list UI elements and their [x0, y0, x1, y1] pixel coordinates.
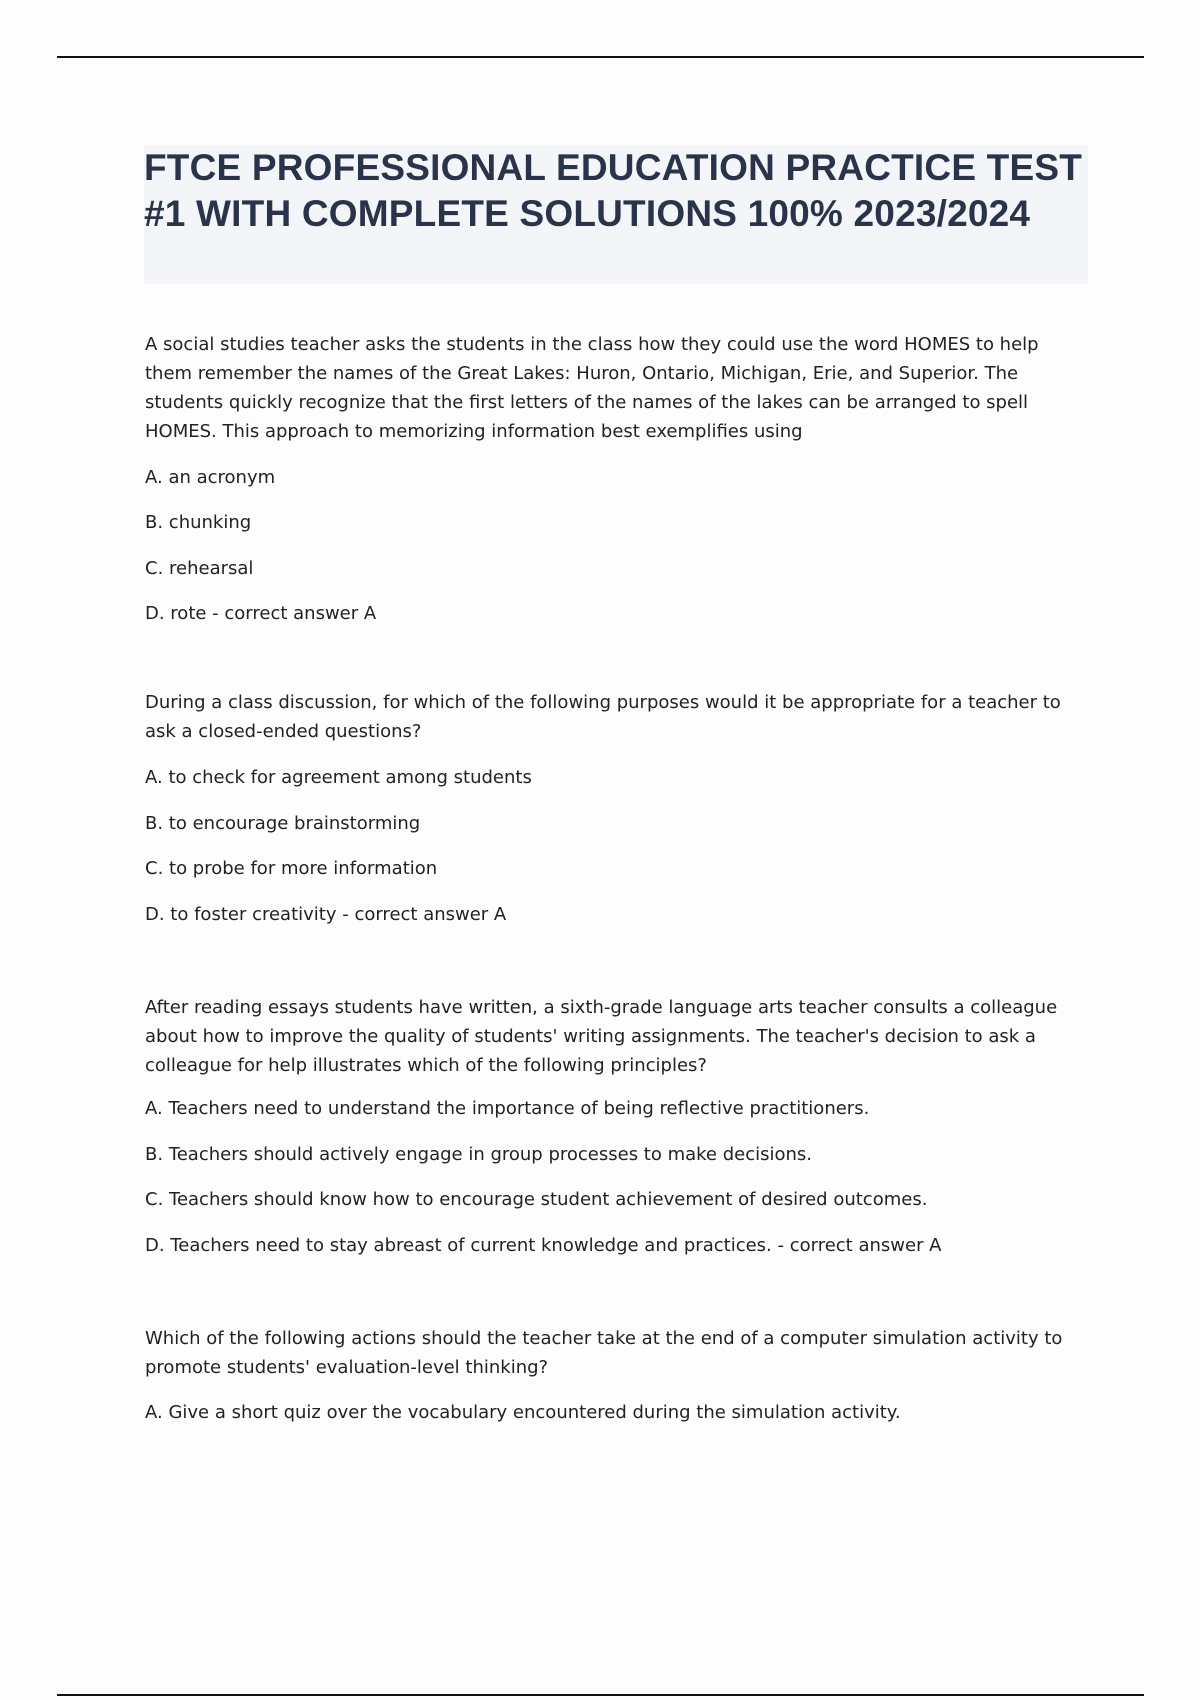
question-3-option-a: A. Teachers need to understand the importance of being reflective practitioners.	[145, 1098, 870, 1119]
question-3-option-c: C. Teachers should know how to encourage student achievement of desired outcomes.	[145, 1189, 928, 1210]
question-1-option-d: D. rote - correct answer A	[145, 603, 377, 624]
question-1-option-a: A. an acronym	[145, 467, 276, 488]
question-3-option-b: B. Teachers should actively engage in group processes to make decisions.	[145, 1144, 813, 1165]
question-2-option-a: A. to check for agreement among students	[145, 767, 532, 788]
question-1-text: A social studies teacher asks the students in the class how they could use the word HOMES to help them remember the names of the Great Lakes: Huron, Ontario, Michigan, Erie, and Superior. The students quickly recognize that the first letters of the names of the lakes can be arranged to spell HOMES. This approach to memorizing information best exemplifies using	[145, 334, 1039, 442]
question-2-option-d: D. to foster creativity - correct answer A	[145, 904, 507, 925]
question-1-option-b: B. chunking	[145, 512, 252, 533]
document-title: FTCE PROFESSIONAL EDUCATION PRACTICE TEST #1 WITH COMPLETE SOLUTIONS 100% 2023/2024	[144, 147, 1083, 234]
question-2-option-c: C. to probe for more information	[145, 858, 438, 879]
question-3-text: After reading essays students have written, a sixth-grade language arts teacher consults a colleague about how to improve the quality of students' writing assignments. The teacher's decision to ask a colleague for help illustrates which of the following principles?	[145, 997, 1058, 1076]
title-block	[144, 145, 1088, 284]
question-4-text: Which of the following actions should the teacher take at the end of a computer simulation activity to promote students' evaluation-level thinking?	[145, 1328, 1063, 1378]
footer-rule	[57, 1694, 1144, 1696]
question-3-option-d: D. Teachers need to stay abreast of current knowledge and practices. - correct answer A	[145, 1235, 942, 1256]
question-2-text: During a class discussion, for which of the following purposes would it be appropriate for a teacher to ask a closed-ended questions?	[145, 692, 1061, 742]
header-rule	[57, 56, 1144, 58]
question-1-option-c: C. rehearsal	[145, 558, 254, 579]
question-2-option-b: B. to encourage brainstorming	[145, 813, 421, 834]
question-4-option-a: A. Give a short quiz over the vocabulary encountered during the simulation activity.	[145, 1402, 901, 1423]
